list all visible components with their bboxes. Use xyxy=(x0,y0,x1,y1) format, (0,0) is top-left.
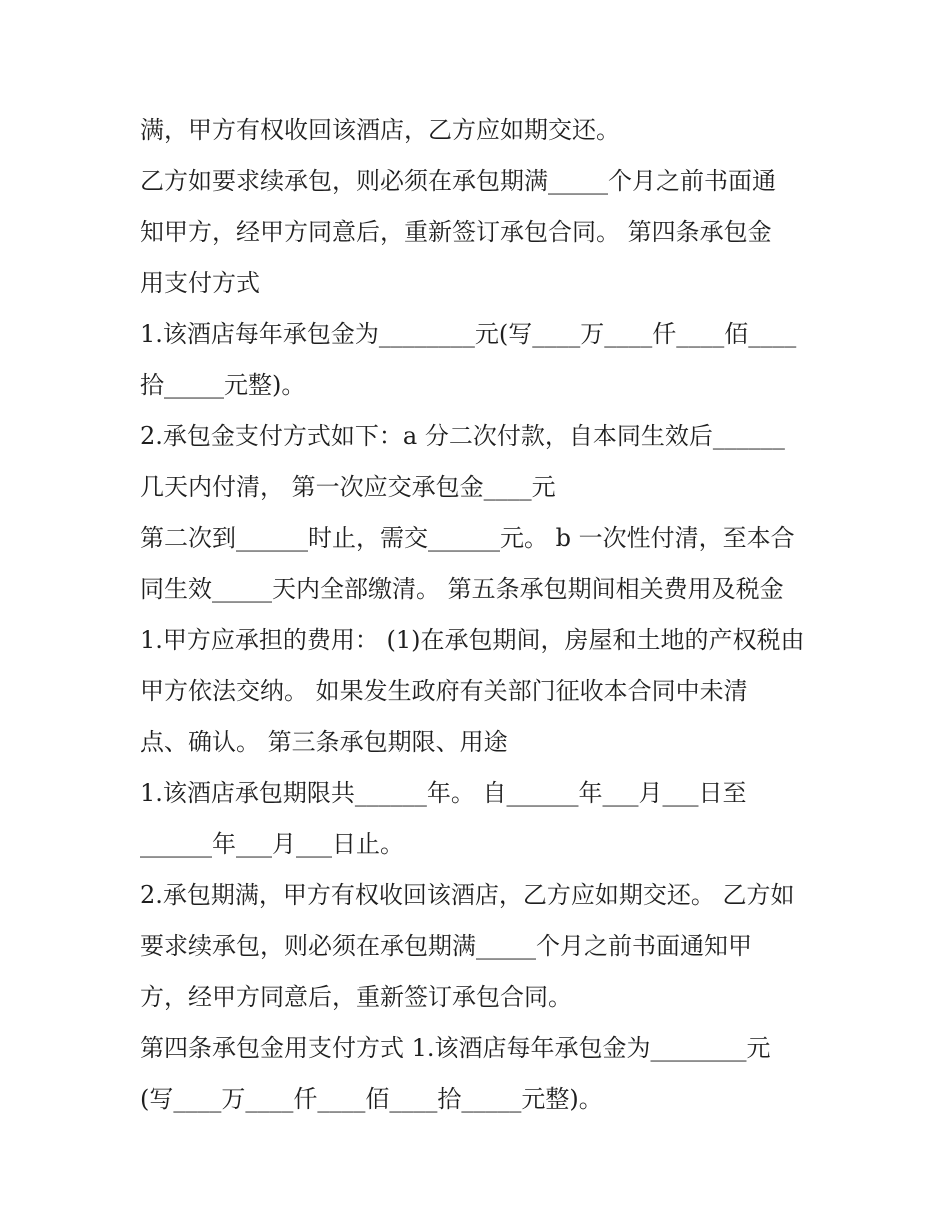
text-line: 知甲方，经甲方同意后，重新签订承包合同。 第四条承包金 xyxy=(140,218,772,246)
text-line: 拾_____元整)。 xyxy=(140,371,306,399)
text-line: 第四条承包金用支付方式 1.该酒店每年承包金为________元 xyxy=(140,1034,771,1062)
text-line: 几天内付清， 第一次应交承包金____元 xyxy=(140,473,556,501)
text-line: 第二次到______时止，需交______元。 b 一次性付清，至本合 xyxy=(140,524,795,552)
text-line: 2.承包期满，甲方有权收回该酒店，乙方应如期交还。 乙方如 xyxy=(140,881,795,909)
text-line: 点、确认。 第三条承包期限、用途 xyxy=(140,728,508,756)
text-line: 2.承包金支付方式如下：a 分二次付款，自本同生效后______ xyxy=(140,422,785,450)
text-line: 用支付方式 xyxy=(140,269,260,297)
text-line: 1.甲方应承担的费用： (1)在承包期间，房屋和土地的产权税由 xyxy=(140,626,805,654)
text-line: 方，经甲方同意后，重新签订承包合同。 xyxy=(140,983,572,1011)
document-body xyxy=(140,105,820,1125)
text-line: (写____万____仟____佰____拾_____元整)。 xyxy=(140,1085,603,1113)
text-line: 甲方依法交纳。 如果发生政府有关部门征收本合同中未清 xyxy=(140,677,748,705)
text-line: ______年___月___日止。 xyxy=(140,830,404,858)
text-line: 1.该酒店每年承包金为________元(写____万____仟____佰____ xyxy=(140,320,797,348)
text-line: 要求续承包，则必须在承包期满_____个月之前书面通知甲 xyxy=(140,932,752,960)
text-line: 同生效_____天内全部缴清。 第五条承包期间相关费用及税金 xyxy=(140,575,784,603)
text-line: 1.该酒店承包期限共______年。 自______年___月___日至 xyxy=(140,779,747,807)
text-line: 乙方如要求续承包，则必须在承包期满_____个月之前书面通 xyxy=(140,167,776,195)
text-line: 满，甲方有权收回该酒店，乙方应如期交还。 xyxy=(140,116,620,144)
